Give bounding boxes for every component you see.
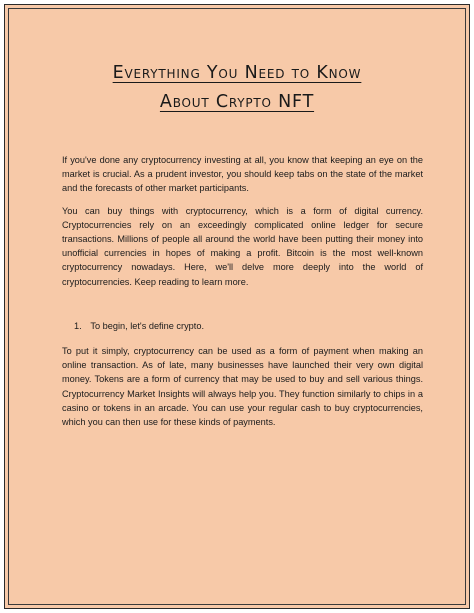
- list-item-number: 1.: [74, 320, 82, 331]
- title-line-2: About Crypto NFT: [159, 92, 315, 112]
- paragraph-intro: If you've done any cryptocurrency investing at all, you know that keeping an eye on the market is crucial. As a prudent investor, you should keep tabs on the state of the market and the forecasts of other market participants.: [62, 155, 423, 194]
- list-item-text: To begin, let's define crypto.: [90, 320, 204, 331]
- paragraph-payment: To put it simply, cryptocurrency can be used as a form of payment when making an online transaction. As of late, many businesses have launched their very own digital money. Tokens are a form of currency that may be used to buy and sell various things. Cryptocurrency Market Insights will always help you. They function similarly to chips in a casino or tokens in an arcade. You can use your regular cash to buy cryptocurrencies, which you can then use for these kinds of payments.: [62, 346, 423, 428]
- title-line-1: Everything You Need to Know: [112, 63, 362, 83]
- document-title: [5, 59, 469, 117]
- document-body: [62, 153, 423, 437]
- numbered-list-item: [62, 319, 423, 333]
- document-page: [4, 4, 470, 609]
- paragraph-digital-currency: You can buy things with cryptocurrency, which is a form of digital currency. Cryptocurrencies rely on an exceedingly complicated online ledger for secure transactions. Millions of people all around the world have been putting their money into unofficial currencies in hopes of making a profit. Bitcoin is the most well-known cryptocurrency nowadays. Here, we'll delve more deeply into the world of cryptocurrencies. Keep reading to learn more.: [62, 205, 423, 287]
